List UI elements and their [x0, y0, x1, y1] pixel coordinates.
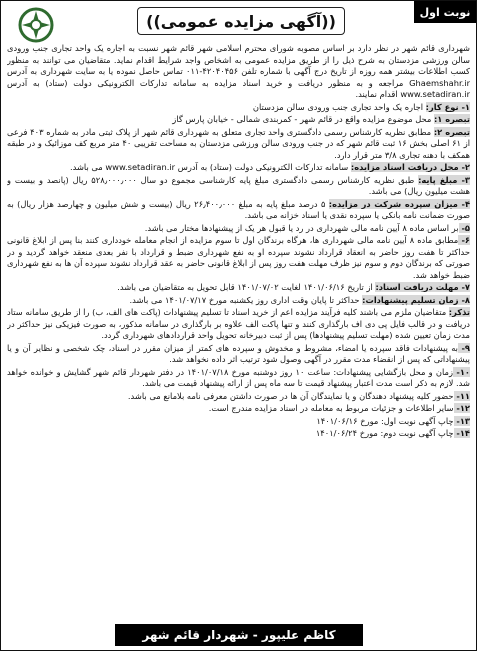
notice-item-label: ۱۱-: [453, 390, 470, 401]
notice-item-label: تبصره ۱:: [433, 114, 470, 124]
notice-item: [7, 343, 470, 366]
notice-item-text: چاپ آگهی نوبت دوم: مورخ ۱۴۰۱/۰۶/۲۴: [315, 428, 454, 438]
notice-item-label: ۲- محل دریافت اسناد مزایده:: [350, 162, 470, 172]
notice-title: ((آگهی مزایده عمومی)): [146, 11, 336, 31]
notice-item-text: زمان و محل بازگشایی پیشنهادات: ساعت ۱۰ روز دوشنبه مورخ ۱۴۰۱/۰۷/۱۸ در دفتر شهردار قائم شهر گشایش و خوانده خواهد شد. لازم به ذکر است مدت اعتبار پیشنهاد قیمت تا سه ماه پس از ارائه پیشنهاد قیمت می باشد.: [7, 366, 470, 388]
notice-item-label: ۹-: [457, 342, 470, 353]
notice-item: [7, 282, 470, 294]
notice-item-text: طبق نظریه کارشناس رسمی دادگستری مبلغ پایه کارشناسی مجموع دو سال ۵۲۸٫۰۰۰٫۰۰۰ ریال (پانصد و بیست و هشت میلیون ریال) می باشد.: [7, 174, 470, 196]
notice-item-label: تذکر:: [448, 307, 470, 317]
notice-item-label: ۶-: [458, 235, 470, 245]
notice-item-text: متقاضیان ملزم می باشند کلیه فرآیند مزایده اعم از خرید اسناد تا تسلیم پیشنهادات (پاکت های الف، ب) را از طریق سامانه ستاد دریافت و در قالب فایل پی دی اف بارگذاری کنند و تنها پاکت الف علاوه بر بارگذاری در سامانه مذکور، به صورت فیزیکی نیز حداکثر در مدت زمان تعیین شده (مهلت تسلیم پیشنهادها) پس از ثبت دبیرخانه تحویل واحد قراردادهای شهرداری گردد.: [7, 307, 470, 340]
notice-item-label: ۷- مهلت دریافت اسناد:: [375, 282, 470, 292]
notice-item-text: ۵ درصد مبلغ پایه به مبلغ ۲۶٫۴۰۰٫۰۰۰ ریال (بیست و شش میلیون و چهارصد هزار ریال) به صورت ضمانت نامه بانکی یا سپرده نقدی یا اسناد خزانه می باشد.: [7, 198, 470, 220]
notice-item: [7, 428, 470, 440]
round-badge: نوبت اول: [414, 1, 476, 23]
notice-body: [7, 43, 470, 618]
notice-item: [7, 127, 470, 162]
notice-item-label: ۱۰-: [452, 366, 470, 377]
notice-item-text: حضور کلیه پیشنهاد دهندگان و یا نمایندگان آن ها در صورت داشتن معرفی نامه بلامانع می باشد.: [127, 390, 454, 401]
notice-item-text: چاپ آگهی نوبت اول: مورخ ۱۴۰۱/۰۶/۱۶: [316, 415, 454, 426]
notice-item-text: بر اساس ماده ۸ آیین نامه مالی شهرداری در رد یا قبول هر یک از پیشنهادها مختار می باشد.: [144, 222, 459, 233]
notice-item: [7, 162, 470, 174]
notice-items: [7, 102, 470, 440]
notice-item-label: ۱- نوع کار:: [425, 101, 470, 112]
notice-item: [7, 199, 470, 222]
signature-bar: کاظم علیپور - شهردار قائم شهر: [115, 624, 363, 646]
notice-header: [1, 1, 476, 43]
notice-item: [7, 403, 470, 415]
notice-item: [7, 416, 470, 428]
notice-title-box: [137, 7, 345, 35]
notice-item-label: ۱۴-: [453, 428, 470, 438]
notice-item: [7, 114, 470, 126]
notice-item: [7, 295, 470, 307]
notice-item: [7, 175, 470, 198]
notice-item-text: اجاره یک واحد تجاری جنب ورودی سالن مزدستان: [252, 101, 426, 112]
notice-item: [7, 367, 470, 390]
intro-paragraph: شهرداری قائم شهر در نظر دارد بر اساس مصوبه شورای محترم اسلامی شهر قائم شهر نسبت به اجاره یک واحد تجاری جنب ورودی سالن ورزشی مزدستان به شرح ذیل را از طریق مزایده عمومی به اشخاص واجد شرایط اقدام نماید. متقاضیان می توانند به منظور کسب اطلاعات بیشتر همه روزه از تاریخ درج آگهی با شماره تلفن ۴۲۰۴۰۴۵۶-۰۱۱ تماس حاصل نموده یا به سایت شهرداری به آدرس Ghaemshahr.ir مراجعه و به منظور دریافت و خرید اسناد مزایده به سامانه تدارکات الکترونیکی دولت (ستاد) به آدرس www.setadiran.ir اقدام نمایند.: [7, 43, 470, 99]
notice-item-label: ۸- زمان تسلیم پیشنهادات:: [362, 294, 470, 305]
notice-item: [7, 102, 470, 114]
notice-item-text: به پیشنهادات فاقد سپرده یا امضاء، مشروط و مخدوش و سپرده های کمتر از میزان مقرر در اسناد، چک شخصی و نظایر آن و یا پیشنهاداتی که پس از انقضاء مدت مقرر در آگهی وصول شود ترتیب اثر داده نخواهد شد.: [7, 342, 470, 364]
notice-item-text: مطابق ماده ۸ آیین نامه مالی شهرداری ها، هرگاه برندگان اول تا سوم مزایده از انجام معامله خودداری کنند بنا پس از ابلاغ قانونی حداکثر تا هفت روز حاضر به انعقاد قرارداد نشوند سپرده او به نفع شهرداری ضبط و قرارداد با نفر بعدی منعقد خواهد گردید و در صورتی که برندگان دوم و سوم نیز ظرف مهلت هفت روز پس از ابلاغ قانونی حاضر به عقد قرارداد نشوند سپرده آن ها به نفع شهرداری ضبط خواهد شد.: [7, 235, 470, 280]
notice-item-label: ۱۲-: [453, 403, 470, 413]
notice-item: [7, 307, 470, 342]
notice-item: [7, 235, 470, 281]
notice-item-label: تبصره ۲:: [433, 126, 470, 137]
notice-item: [7, 223, 470, 235]
notice-item-label: ۵-: [458, 222, 470, 233]
notice-item-text: سامانه تدارکات الکترونیکی دولت (ستاد) به آدرس www.setadiran.ir می باشد.: [69, 162, 351, 172]
notice-item-text: سایر اطلاعات و جزئیات مربوط به معامله در اسناد مزایده مندرج است.: [208, 403, 454, 413]
notice-item-label: ۳- مبلغ پایه:: [418, 174, 470, 185]
notice-item-label: ۱۳-: [453, 415, 470, 426]
notice-item-label: ۴- میزان سپرده شرکت در مزایده:: [328, 198, 470, 209]
notice-item-text: مطابق نظریه کارشناس رسمی دادگستری واحد تجاری متعلق به شهرداری قائم شهر از پلاک ثبتی مادر به شماره ۴۰۳ فرعی از ۶۱ اصلی بخش ۱۶ ثبت قائم شهر که در جنب ورودی سالن ورزشی مزدستان به مساحت تقریبی ۴۰ متر مربع کف موزائیک و در طبقه همکف با دهنه تجاری ۳/۸ متر قرار دارد.: [7, 126, 470, 160]
notice-item-text: محل موضوع مزایده واقع در قائم شهر - کمربندی شمالی - خیابان پارس گاز: [172, 114, 434, 124]
notice-item-text: حداکثر تا پایان وقت اداری روز یکشنبه مورخ ۱۴۰۱/۰۷/۱۷ می باشد.: [129, 294, 363, 305]
notice-item: [7, 391, 470, 403]
notice-item-text: از تاریخ ۱۴۰۱/۰۶/۱۶ لغایت ۱۴۰۱/۰۷/۰۲ قابل تحویل به متقاضیان می باشد.: [117, 282, 376, 292]
